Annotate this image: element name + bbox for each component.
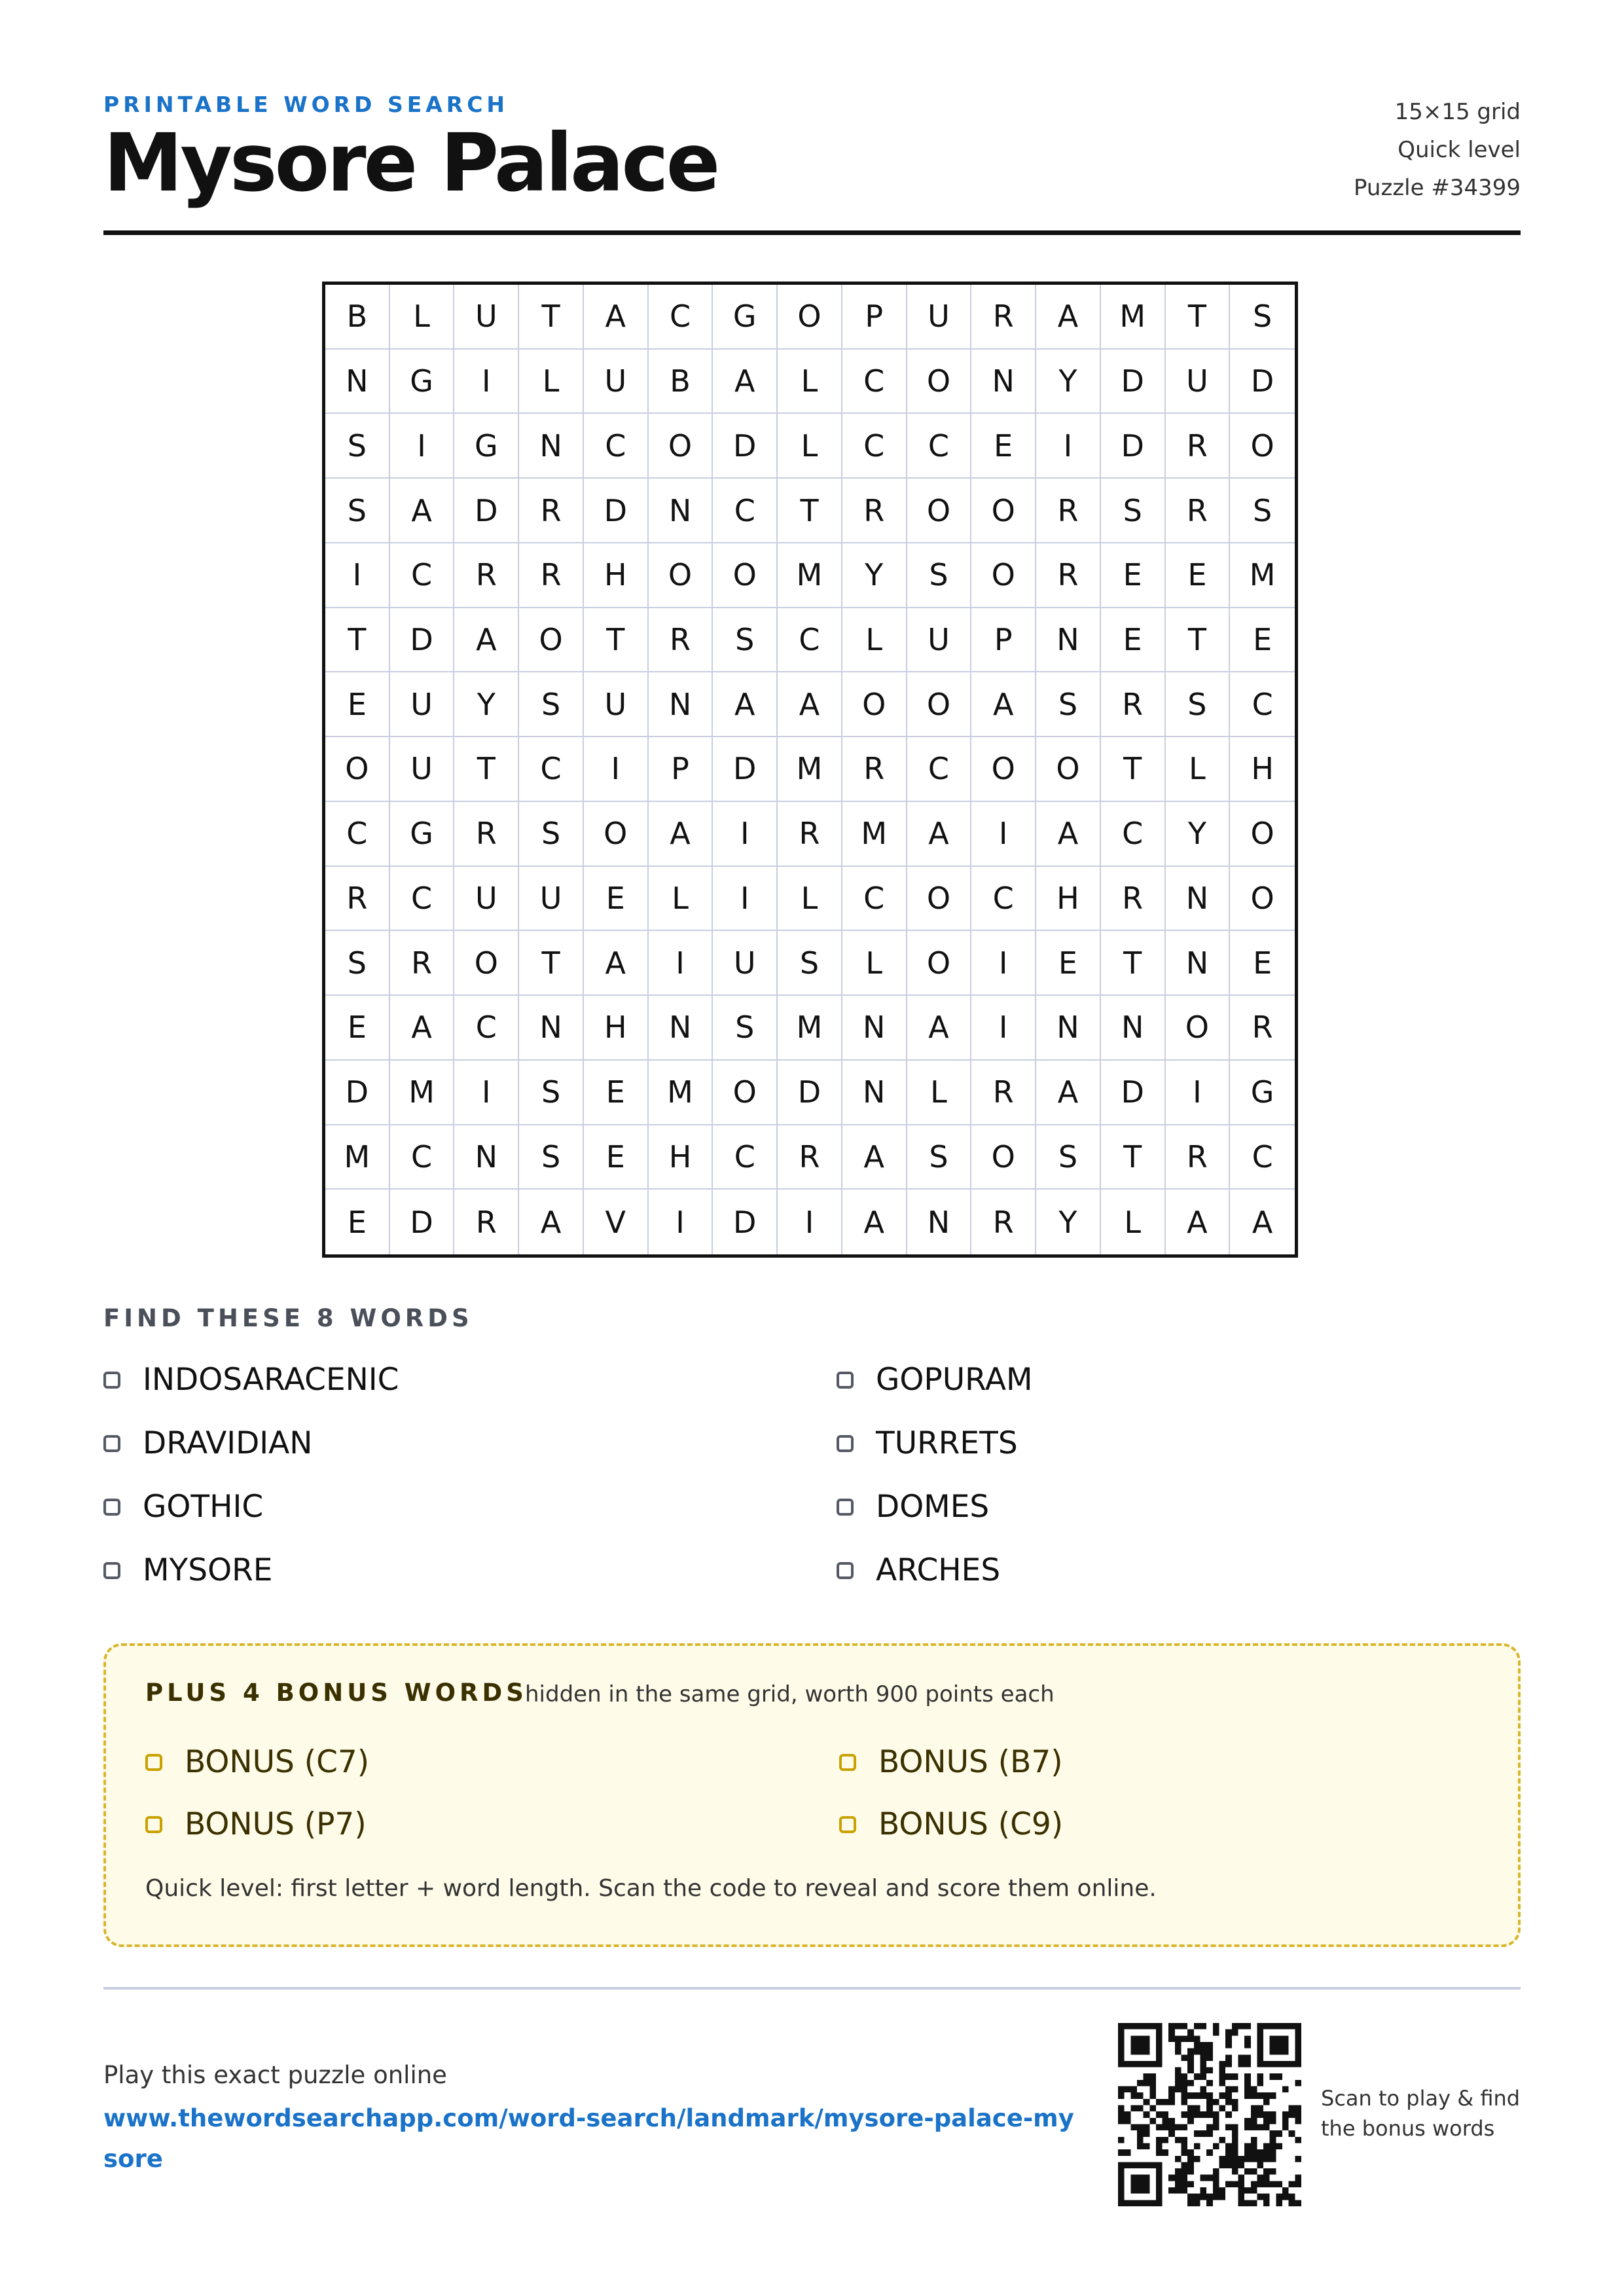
grid-cell[interactable]: U — [713, 931, 778, 996]
grid-cell[interactable]: L — [778, 867, 842, 932]
bonus-word-item[interactable] — [145, 1806, 367, 1842]
grid-cell[interactable]: U — [454, 867, 519, 932]
word-item[interactable] — [103, 1489, 263, 1525]
grid-cell[interactable]: C — [713, 479, 778, 543]
grid-cell[interactable]: G — [1230, 1061, 1295, 1125]
grid-cell[interactable]: R — [325, 867, 390, 932]
grid-cell[interactable]: I — [778, 1190, 842, 1254]
grid-cell[interactable]: M — [325, 1125, 390, 1190]
word-item[interactable] — [103, 1362, 399, 1398]
word-label: DOMES — [876, 1489, 990, 1525]
grid-cell[interactable]: D — [325, 1061, 390, 1125]
grid-cell[interactable]: O — [1166, 996, 1231, 1061]
grid-cell[interactable]: O — [778, 285, 842, 350]
grid-cell[interactable]: R — [519, 479, 584, 543]
grid-cell[interactable]: S — [325, 414, 390, 479]
grid-cell[interactable]: N — [971, 350, 1036, 414]
grid-cell[interactable]: S — [778, 931, 842, 996]
grid-cell[interactable]: H — [584, 543, 649, 608]
puzzle-number-label: Puzzle #34399 — [1354, 175, 1521, 201]
grid-cell[interactable]: U — [519, 867, 584, 932]
bonus-word-item[interactable] — [145, 1744, 369, 1780]
grid-cell[interactable]: S — [519, 802, 584, 867]
grid-cell[interactable]: M — [778, 737, 842, 802]
grid-cell[interactable]: O — [907, 931, 972, 996]
checkbox-icon[interactable] — [145, 1816, 162, 1833]
grid-cell[interactable]: N — [325, 350, 390, 414]
grid-cell[interactable]: A — [842, 1125, 907, 1190]
grid-cell[interactable]: S — [519, 1061, 584, 1125]
word-label: GOTHIC — [143, 1489, 264, 1525]
grid-cell[interactable]: A — [454, 608, 519, 673]
puzzle-meta — [1354, 93, 1521, 207]
grid-cell[interactable]: M — [1230, 543, 1295, 608]
grid-cell[interactable]: E — [325, 1190, 390, 1254]
grid-cell[interactable]: I — [1036, 414, 1101, 479]
grid-cell[interactable]: R — [1230, 996, 1295, 1061]
grid-cell[interactable]: R — [842, 479, 907, 543]
checkbox-icon[interactable] — [103, 1435, 120, 1452]
grid-cell[interactable]: S — [713, 608, 778, 673]
grid-cell[interactable]: Y — [1166, 802, 1231, 867]
grid-cell[interactable]: G — [713, 285, 778, 350]
qr-caption-line-2: the bonus words — [1321, 2116, 1495, 2141]
grid-cell[interactable]: I — [390, 414, 455, 479]
grid-cell[interactable]: A — [649, 802, 713, 867]
grid-cell[interactable]: S — [1101, 479, 1166, 543]
grid-cell[interactable]: D — [713, 1190, 778, 1254]
grid-cell[interactable]: Y — [1036, 350, 1101, 414]
grid-cell[interactable]: A — [971, 672, 1036, 737]
grid-cell[interactable]: L — [1101, 1190, 1166, 1254]
grid-cell[interactable]: L — [1166, 737, 1231, 802]
grid-cell[interactable]: A — [519, 1190, 584, 1254]
grid-cell[interactable]: T — [1101, 737, 1166, 802]
grid-cell[interactable]: O — [519, 608, 584, 673]
grid-cell[interactable]: C — [390, 867, 455, 932]
grid-cell[interactable]: O — [584, 802, 649, 867]
grid-cell[interactable]: I — [649, 1190, 713, 1254]
grid-cell[interactable]: T — [1166, 285, 1231, 350]
checkbox-icon[interactable] — [103, 1372, 120, 1389]
grid-cell[interactable]: G — [454, 414, 519, 479]
qr-code-icon[interactable] — [1118, 2023, 1301, 2206]
grid-cell[interactable]: O — [1036, 737, 1101, 802]
grid-cell[interactable]: T — [519, 285, 584, 350]
grid-cell[interactable]: T — [1101, 931, 1166, 996]
grid-cell[interactable]: T — [454, 737, 519, 802]
grid-cell[interactable]: P — [971, 608, 1036, 673]
grid-cell[interactable]: E — [1036, 931, 1101, 996]
grid-cell[interactable]: R — [519, 543, 584, 608]
grid-cell[interactable]: A — [390, 479, 455, 543]
grid-cell[interactable]: I — [584, 737, 649, 802]
grid-cell[interactable]: S — [1230, 285, 1295, 350]
grid-cell[interactable]: V — [584, 1190, 649, 1254]
grid-cell[interactable]: O — [907, 479, 972, 543]
grid-cell[interactable]: P — [649, 737, 713, 802]
grid-cell[interactable]: D — [1101, 350, 1166, 414]
grid-cell[interactable]: L — [649, 867, 713, 932]
checkbox-icon[interactable] — [145, 1754, 162, 1771]
grid-cell[interactable]: R — [1101, 867, 1166, 932]
grid-cell[interactable]: I — [713, 867, 778, 932]
grid-cell[interactable]: S — [1036, 1125, 1101, 1190]
grid-cell[interactable]: L — [842, 931, 907, 996]
grid-cell[interactable]: R — [971, 285, 1036, 350]
grid-cell[interactable]: I — [454, 350, 519, 414]
grid-cell[interactable]: C — [390, 1125, 455, 1190]
word-item[interactable] — [103, 1425, 312, 1461]
bonus-panel — [103, 1643, 1521, 1947]
grid-cell[interactable]: H — [584, 996, 649, 1061]
grid-cell[interactable]: O — [649, 414, 713, 479]
word-label: DRAVIDIAN — [143, 1425, 313, 1461]
grid-cell[interactable]: O — [971, 1125, 1036, 1190]
bonus-word-item[interactable] — [839, 1744, 1063, 1780]
grid-cell[interactable]: C — [713, 1125, 778, 1190]
grid-cell[interactable]: A — [1036, 285, 1101, 350]
grid-cell[interactable]: E — [325, 996, 390, 1061]
grid-cell[interactable]: N — [1101, 996, 1166, 1061]
grid-cell[interactable]: C — [390, 543, 455, 608]
grid-cell[interactable]: Y — [842, 543, 907, 608]
grid-cell[interactable]: S — [1166, 672, 1231, 737]
grid-cell[interactable]: R — [390, 931, 455, 996]
word-item[interactable] — [837, 1425, 1018, 1461]
grid-cell[interactable]: R — [454, 802, 519, 867]
grid-cell[interactable]: S — [1036, 672, 1101, 737]
bonus-word-label: BONUS (B7) — [878, 1744, 1063, 1780]
grid-cell[interactable]: A — [390, 996, 455, 1061]
checkbox-icon[interactable] — [837, 1562, 854, 1579]
grid-cell[interactable]: N — [1166, 931, 1231, 996]
grid-cell[interactable]: D — [1101, 1061, 1166, 1125]
word-label: MYSORE — [143, 1552, 273, 1588]
grid-cell[interactable]: C — [907, 737, 972, 802]
grid-size-label: 15×15 grid — [1394, 99, 1521, 125]
grid-cell[interactable]: L — [390, 285, 455, 350]
page-title: Mysore Palace — [103, 117, 718, 210]
grid-cell[interactable]: R — [454, 543, 519, 608]
grid-cell[interactable]: U — [584, 672, 649, 737]
grid-cell[interactable]: D — [778, 1061, 842, 1125]
grid-cell[interactable]: N — [842, 996, 907, 1061]
checkbox-icon[interactable] — [837, 1372, 854, 1389]
header-divider — [103, 230, 1521, 235]
grid-cell[interactable]: M — [842, 802, 907, 867]
grid-cell[interactable]: U — [454, 285, 519, 350]
grid-cell[interactable]: P — [842, 285, 907, 350]
grid-cell[interactable]: R — [649, 608, 713, 673]
grid-cell[interactable]: R — [971, 1061, 1036, 1125]
grid-cell[interactable]: R — [1166, 1125, 1231, 1190]
checkbox-icon[interactable] — [837, 1435, 854, 1452]
grid-cell[interactable]: N — [649, 996, 713, 1061]
puzzle-link[interactable]: www.thewordsearchapp.com/word-search/landmark/mysore-palace-mysore — [103, 2104, 1074, 2173]
grid-cell[interactable]: O — [713, 543, 778, 608]
checkbox-icon[interactable] — [839, 1754, 856, 1771]
word-item[interactable] — [837, 1552, 1000, 1588]
grid-cell[interactable]: M — [778, 543, 842, 608]
word-item[interactable] — [103, 1552, 272, 1588]
grid-cell[interactable]: N — [454, 1125, 519, 1190]
grid-cell[interactable]: T — [325, 608, 390, 673]
grid-cell[interactable]: R — [971, 1190, 1036, 1254]
grid-cell[interactable]: D — [584, 479, 649, 543]
play-online-label: Play this exact puzzle online — [103, 2061, 447, 2089]
grid-cell[interactable]: O — [907, 867, 972, 932]
word-label: ARCHES — [876, 1552, 1001, 1588]
bonus-word-label: BONUS (P7) — [185, 1806, 367, 1842]
grid-cell[interactable]: T — [519, 931, 584, 996]
grid-cell[interactable]: C — [842, 867, 907, 932]
grid-cell[interactable]: S — [519, 672, 584, 737]
grid-cell[interactable]: E — [1101, 543, 1166, 608]
grid-cell[interactable]: A — [842, 1190, 907, 1254]
grid-cell[interactable]: I — [713, 802, 778, 867]
word-item[interactable] — [837, 1362, 1033, 1398]
grid-cell[interactable]: N — [519, 414, 584, 479]
worksheet-page — [103, 0, 1521, 2296]
grid-cell[interactable]: S — [519, 1125, 584, 1190]
grid-cell[interactable]: L — [519, 350, 584, 414]
grid-cell[interactable]: O — [971, 543, 1036, 608]
grid-cell[interactable]: C — [325, 802, 390, 867]
grid-cell[interactable]: T — [1101, 1125, 1166, 1190]
grid-cell[interactable]: C — [649, 285, 713, 350]
grid-cell[interactable]: S — [713, 996, 778, 1061]
grid-cell[interactable]: C — [778, 608, 842, 673]
grid-cell[interactable]: C — [1230, 1125, 1295, 1190]
grid-cell[interactable]: A — [584, 285, 649, 350]
grid-cell[interactable]: R — [1166, 479, 1231, 543]
grid-cell[interactable]: U — [1166, 350, 1231, 414]
grid-cell[interactable]: S — [907, 543, 972, 608]
bonus-subtitle: hidden in the same grid, worth 900 points each — [525, 1681, 1055, 1707]
grid-cell[interactable]: R — [778, 802, 842, 867]
grid-cell[interactable]: I — [1166, 1061, 1231, 1125]
grid-cell[interactable]: C — [1230, 672, 1295, 737]
grid-cell[interactable]: I — [325, 543, 390, 608]
grid-cell[interactable]: C — [519, 737, 584, 802]
grid-cell[interactable]: A — [907, 802, 972, 867]
grid-cell[interactable]: D — [1230, 350, 1295, 414]
checkbox-icon[interactable] — [103, 1499, 120, 1516]
grid-cell[interactable]: D — [713, 414, 778, 479]
grid-cell[interactable]: N — [1036, 996, 1101, 1061]
footer-divider — [103, 1987, 1521, 1990]
grid-cell[interactable]: C — [971, 867, 1036, 932]
grid-cell[interactable]: A — [1252, 1204, 1273, 1240]
grid-cell[interactable]: R — [1036, 479, 1101, 543]
grid-cell[interactable]: N — [649, 479, 713, 543]
grid-cell[interactable]: E — [971, 414, 1036, 479]
checkbox-icon[interactable] — [837, 1499, 854, 1516]
grid-cell[interactable]: U — [390, 672, 455, 737]
grid-cell[interactable]: O — [907, 350, 972, 414]
grid-cell[interactable]: E — [584, 867, 649, 932]
grid-cell[interactable]: I — [649, 931, 713, 996]
grid-cell[interactable]: E — [325, 672, 390, 737]
grid-cell[interactable]: A — [584, 931, 649, 996]
grid-cell[interactable]: C — [842, 350, 907, 414]
word-label: INDOSARACENIC — [143, 1362, 399, 1398]
grid-cell[interactable]: C — [907, 414, 972, 479]
grid-cell[interactable]: O — [325, 737, 390, 802]
grid-cell[interactable]: O — [454, 931, 519, 996]
grid-cell[interactable]: I — [971, 996, 1036, 1061]
grid-cell[interactable]: R — [1036, 543, 1101, 608]
bonus-note: Quick level: first letter + word length. Scan the code to reveal and score them online. — [145, 1875, 1157, 1902]
grid-cell[interactable]: E — [1101, 608, 1166, 673]
grid-cell[interactable]: S — [907, 1125, 972, 1190]
grid-cell[interactable]: L — [842, 608, 907, 673]
grid-cell[interactable]: U — [390, 737, 455, 802]
grid-cell[interactable]: L — [778, 414, 842, 479]
letter-grid[interactable] — [322, 282, 1298, 1258]
grid-cell[interactable]: N — [649, 672, 713, 737]
grid-cell[interactable]: M — [1101, 285, 1166, 350]
checkbox-icon[interactable] — [839, 1816, 856, 1833]
qr-caption — [1321, 2083, 1520, 2143]
grid-cell[interactable]: O — [1230, 867, 1295, 932]
checkbox-icon[interactable] — [103, 1562, 120, 1579]
grid-cell[interactable]: L — [778, 350, 842, 414]
word-item[interactable] — [837, 1489, 989, 1525]
grid-cell[interactable]: A — [778, 672, 842, 737]
grid-cell[interactable]: C — [454, 996, 519, 1061]
grid-cell[interactable]: R — [1166, 414, 1231, 479]
grid-cell[interactable]: I — [454, 1061, 519, 1125]
grid-cell[interactable]: O — [971, 479, 1036, 543]
grid-cell[interactable]: U — [584, 350, 649, 414]
grid-cell[interactable]: E — [1166, 543, 1231, 608]
find-words-heading: FIND THESE 8 WORDS — [103, 1304, 473, 1332]
grid-cell[interactable]: H — [1036, 867, 1101, 932]
grid-cell[interactable]: U — [907, 285, 972, 350]
grid-cell[interactable]: R — [842, 737, 907, 802]
grid-cell[interactable]: N — [1166, 867, 1231, 932]
level-label: Quick level — [1398, 137, 1521, 163]
grid-cell[interactable]: R — [778, 1125, 842, 1190]
grid-cell[interactable]: T — [1166, 608, 1231, 673]
grid-cell[interactable]: O — [1230, 802, 1295, 867]
grid-cell[interactable]: N — [842, 1061, 907, 1125]
grid-cell[interactable]: N — [519, 996, 584, 1061]
grid-cell[interactable]: E — [584, 1125, 649, 1190]
grid-cell[interactable]: O — [713, 1061, 778, 1125]
grid-cell[interactable]: H — [649, 1125, 713, 1190]
grid-cell[interactable]: A — [713, 672, 778, 737]
grid-cell[interactable]: I — [971, 931, 1036, 996]
grid-cell[interactable]: E — [584, 1061, 649, 1125]
grid-cell[interactable]: B — [649, 350, 713, 414]
grid-cell[interactable]: C — [584, 414, 649, 479]
grid-cell[interactable]: T — [584, 608, 649, 673]
bonus-word-label: BONUS (C9) — [878, 1806, 1064, 1842]
grid-cell[interactable]: A — [1036, 802, 1101, 867]
grid-cell[interactable]: M — [778, 996, 842, 1061]
grid-cell[interactable]: G — [390, 802, 455, 867]
grid-cell[interactable]: D — [713, 737, 778, 802]
grid-cell[interactable]: O — [907, 672, 972, 737]
bonus-heading: PLUS 4 BONUS WORDS — [145, 1679, 528, 1707]
grid-cell[interactable]: I — [971, 802, 1036, 867]
grid-cell[interactable]: Y — [1036, 1190, 1101, 1254]
grid-cell[interactable]: N — [907, 1190, 972, 1254]
grid-cell[interactable]: C — [842, 414, 907, 479]
bonus-word-label: BONUS (C7) — [185, 1744, 370, 1780]
grid-cell[interactable]: O — [842, 672, 907, 737]
grid-cell[interactable]: S — [1230, 479, 1295, 543]
grid-cell[interactable]: S — [325, 931, 390, 996]
grid-cell[interactable]: O — [971, 737, 1036, 802]
grid-cell[interactable]: L — [907, 1061, 972, 1125]
grid-cell[interactable]: H — [1230, 737, 1295, 802]
grid-cell[interactable]: D — [390, 1190, 455, 1254]
word-label: GOPURAM — [876, 1362, 1033, 1398]
grid-cell[interactable]: T — [778, 479, 842, 543]
grid-cell[interactable]: O — [649, 543, 713, 608]
grid-cell[interactable]: A — [907, 996, 972, 1061]
grid-cell[interactable]: D — [390, 608, 455, 673]
grid-cell[interactable]: E — [1230, 608, 1295, 673]
grid-cell[interactable]: S — [325, 479, 390, 543]
grid-cell[interactable]: G — [390, 350, 455, 414]
qr-caption-line-1: Scan to play & find — [1321, 2086, 1521, 2111]
kicker-label: PRINTABLE WORD SEARCH — [103, 92, 509, 117]
grid-cell[interactable]: D — [1101, 414, 1166, 479]
grid-cell[interactable]: M — [390, 1061, 455, 1125]
grid-cell[interactable]: U — [907, 608, 972, 673]
grid-cell[interactable]: O — [1230, 414, 1295, 479]
grid-cell[interactable]: A — [713, 350, 778, 414]
grid-cell[interactable]: C — [1101, 802, 1166, 867]
grid-cell[interactable]: A — [1036, 1061, 1101, 1125]
word-label: TURRETS — [876, 1425, 1018, 1461]
grid-cell[interactable]: R — [1101, 672, 1166, 737]
grid-cell[interactable]: M — [649, 1061, 713, 1125]
bonus-word-item[interactable] — [839, 1806, 1063, 1842]
grid-cell[interactable]: B — [325, 285, 390, 350]
grid-cell[interactable]: Y — [454, 672, 519, 737]
grid-cell[interactable]: A — [1166, 1190, 1231, 1254]
grid-cell[interactable]: D — [454, 479, 519, 543]
grid-cell[interactable]: E — [1230, 931, 1295, 996]
grid-cell[interactable]: R — [454, 1190, 519, 1254]
grid-cell[interactable]: N — [1036, 608, 1101, 673]
